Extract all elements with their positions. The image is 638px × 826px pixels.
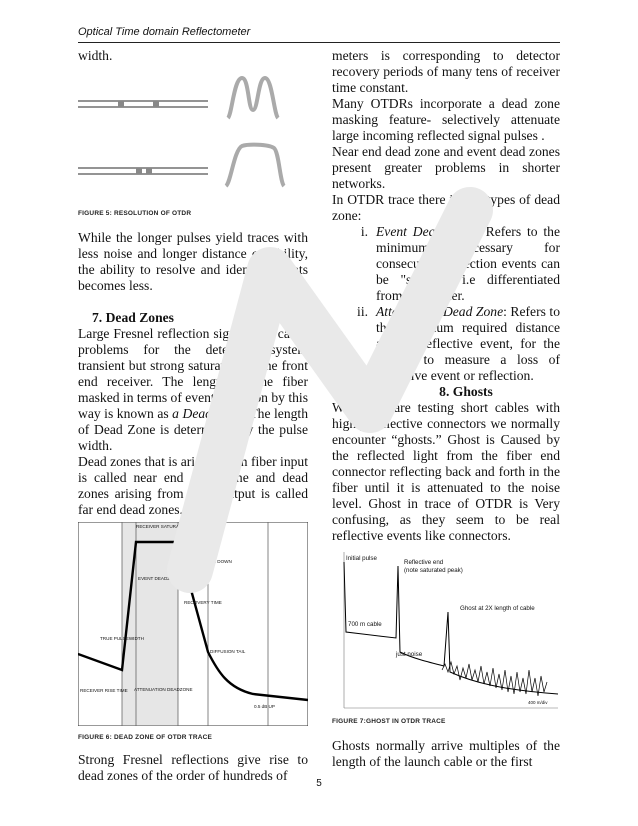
para-strong-fresnel: Strong Fresnel reflections give rise to dead zones of the order of hundreds of [78,752,308,783]
para-longer-pulses: While the longer pulses yield traces with less noise and longer distance capability, the ability to resolve and identify events becomes less. [78,230,308,293]
label-diffusion-tail: DIFFUSION TAIL [210,649,246,654]
running-header: Optical Time domain Reflectometer [78,26,251,38]
label-scale: 400 m/div [528,700,548,705]
ghost-trace-line [344,562,558,694]
merged-peak-trace [226,145,284,186]
label-recovery-time: RECOVERY TIME [184,600,222,605]
figure5-resolution-diagram [78,64,308,204]
para-meters: meters is corresponding to detector recovery periods of many tens of receiver time constant. [332,48,560,95]
heading-ghosts: 8. Ghosts [439,384,493,399]
noise-region [442,662,547,696]
label-db-down: 1.5dB DOWN [204,559,232,564]
right-column [332,48,560,770]
para-near-end: Near end dead zone and event dead zones present greater problems in shorter networks. [332,144,560,191]
left-column [78,48,308,784]
para-masking: Many OTDRs incorporate a dead zone masking feature- selectively attenuate large incoming reflected signal pulses . [332,96,560,143]
para-ghosts-arrive: Ghosts normally arrive multiples of the length of the launch cable or the first [332,738,560,769]
two-peak-trace [228,78,278,118]
label-db-up: 0.5 dB UP [254,704,275,709]
figure7-caption: FIGURE 7:GHOST IN OTDR TRACE [332,718,446,725]
para-fresnel: Large Fresnel reflection signals can cause problems for the detection system transient but strong saturation of the front end receiver. The length of the fiber masked in terms of event detection by this way is known as a Dead Zone. The length of Dead Zone is determined by the pulse width. [78,326,308,453]
label-receiver-rise-time: RECEIVER RISE TIME [80,688,128,693]
para-near-far: Dead zones that is arising from fiber input is called near end dead zone and dead zones arising from fiber output is called far end dead zones. [78,454,308,517]
heading-dead-zones: 7. Dead Zones [92,310,174,325]
label-true-pulsewidth: TRUE PULSEWIDTH [100,636,144,641]
list-item-event-dead-zone: i. Event Dead Zone: Refers to the minimum necessary for consecutive reflection events can be "solved", i.e differentiated from each other. [360,224,560,303]
label-event-deadzone: EVENT DEADZONE [138,576,181,581]
header-rule [78,42,560,43]
label-reflective-end: Reflective end [404,559,444,566]
label-just-noise: just noise [396,651,423,658]
label-attenuation-deadzone: ATTENUATION DEADZONE [134,687,193,692]
figure6-dead-zone-diagram [78,522,308,726]
figure5-caption: FIGURE 5: RESOLUTION OF OTDR [78,210,192,217]
figure6-caption: FIGURE 6: DEAD ZONE OF OTDR TRACE [78,734,213,741]
page-number: 5 [316,778,322,789]
label-700m-cable: 700 m cable [348,621,382,628]
para-two-types: In OTDR trace there is two types of dead zone: [332,192,560,223]
para-ghosts: When we are testing short cables with highly reflective connectors we normally encounter “ghosts.” Ghost is Caused by the reflected light from the fiber end connector reflecting back and forth in the fiber until it is attenuated to the noise level. Ghost in trace of OTDR is Very confusing, as they seem to be real reflective events like connectors. [332,400,560,543]
label-note-saturated: (note saturated peak) [404,567,463,574]
intro-fragment: width. [78,48,113,63]
label-initial-pulse: Initial pulse [346,555,377,562]
label-ghost: Ghost at 2X length of cable [460,605,535,612]
label-receiver-saturation: RECEIVER SATURATION [136,524,190,529]
list-item-attenuation-dead-zone: ii. Attenuation Dead Zone: Refers to the minimum required distance after a reflective event, for the OTDR to measure a loss of reflective event or reflection. [357,304,560,383]
figure7-ghost-trace [332,552,560,712]
